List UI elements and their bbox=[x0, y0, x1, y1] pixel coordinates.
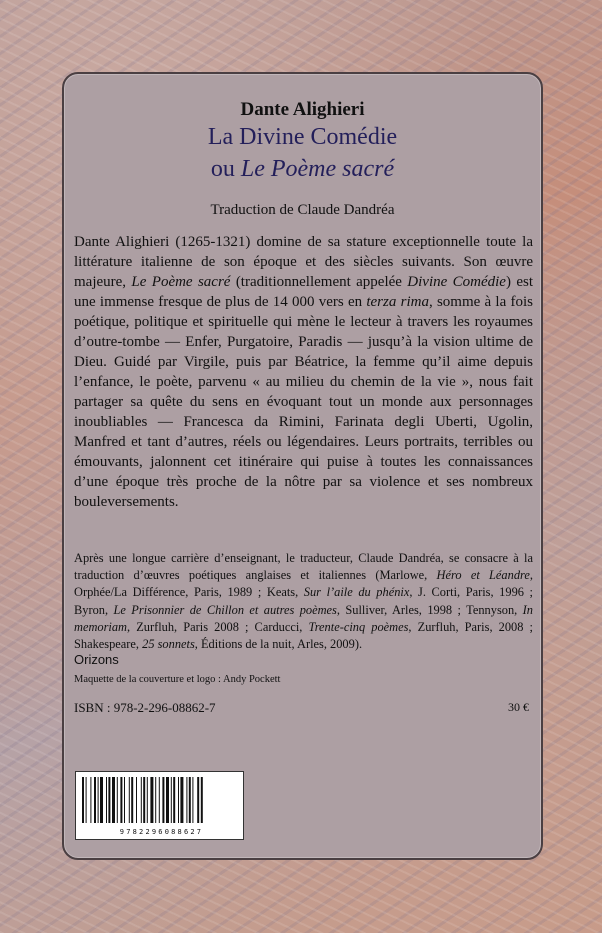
summary-italic-1: Le Poème sacré bbox=[131, 274, 231, 290]
subtitle-italic: Le Poème sacré bbox=[240, 156, 395, 182]
summary-text-3: ) est une immense fresque de plus de 14 000 vers en bbox=[74, 274, 533, 310]
translator-bio bbox=[74, 550, 533, 653]
barcode bbox=[75, 771, 244, 840]
bio-text-4: , Sulliver, Arles, 1998 ; Tennyson, bbox=[336, 602, 523, 617]
bio-italic-5: Trente-cinq poèmes bbox=[308, 619, 409, 634]
cover-design-credit: Maquette de la couverture et logo : Andy Pockett bbox=[74, 674, 281, 685]
subtitle-prefix: ou bbox=[210, 156, 241, 182]
bio-italic-2: Sur l’aile du phénix bbox=[303, 585, 410, 600]
barcode-number: 9782296088627 bbox=[119, 828, 204, 836]
summary-text-2: (traditionnellement appelée bbox=[230, 274, 408, 290]
bio-text-1: Après une longue carrière d’enseignant, le traducteur, Claude Dandréa, se consacre à la traduction d’œuvres poétiques anglaises et italiennes (Marlowe, bbox=[74, 551, 533, 583]
summary-italic-3: terza rima bbox=[366, 294, 429, 310]
bio-italic-1: Héro et Léandre bbox=[436, 568, 530, 583]
summary-paragraph bbox=[74, 232, 533, 512]
price-label: 30 € bbox=[508, 700, 529, 714]
author-name: Dante Alighieri bbox=[240, 99, 365, 120]
bio-italic-3: Le Prisonnier de Chillon et autres poèmes bbox=[113, 602, 337, 617]
translator-credit: Traduction de Claude Dandréa bbox=[210, 202, 395, 218]
summary-text-1: Dante Alighieri (1265-1321) domine de sa stature exceptionnelle toute la littérature italienne de son époque et des siècles suivants. Son œuvre majeure, bbox=[74, 234, 533, 290]
bio-text-7: , Éditions de la nuit, Arles, 2009). bbox=[194, 637, 363, 652]
bio-text-3: , J. Corti, Paris, 1996 ; Byron, bbox=[74, 585, 533, 617]
bio-text-6: , Zurfluh, Paris, 2008 ; Shakespeare, bbox=[74, 619, 533, 652]
bio-text-5: , Zurfluh, Paris 2008 ; Carducci, bbox=[127, 619, 309, 634]
summary-text-4: , somme à la fois poétique, politique et spirituelle qui mène le lecteur à travers les royaumes d’outre-tombe — Enfer, Purgatoire, Paradis — jusqu’à la vision ultime de Dieu. Guidé par Virgile, puis par Béatrice, la femme qu’il aime depuis l’enfance, le poète, parvenu « au milieu du chemin de la vie », nous fait partager sa quête du sens en évoquant tout un monde aux personnages inoubliables — Francesca da Rimini, Farinata degli Uberti, Ugolin, Manfred et tant d’autres, réels ou légendaires. Leurs portraits, terribles ou émouvants, jalonnent cet itinéraire qui puise à toutes les connaissances d’une époque très proche de la nôtre par sa violence et ses nombreux bouleversements. bbox=[74, 294, 533, 510]
bio-italic-4: In memoriam bbox=[74, 602, 533, 634]
isbn-number: ISBN : 978-2-296-08862-7 bbox=[74, 700, 216, 715]
back-cover-panel bbox=[62, 72, 543, 860]
bio-text-2: , Orphée/La Différence, Paris, 1989 ; Keats, bbox=[74, 568, 533, 600]
barcode-icon bbox=[82, 777, 238, 827]
publisher-name: Orizons bbox=[74, 652, 119, 667]
summary-italic-2: Divine Comédie bbox=[407, 274, 506, 290]
bio-italic-6: 25 sonnets bbox=[142, 637, 195, 652]
book-subtitle bbox=[64, 156, 541, 183]
book-title: La Divine Comédie bbox=[207, 124, 398, 150]
